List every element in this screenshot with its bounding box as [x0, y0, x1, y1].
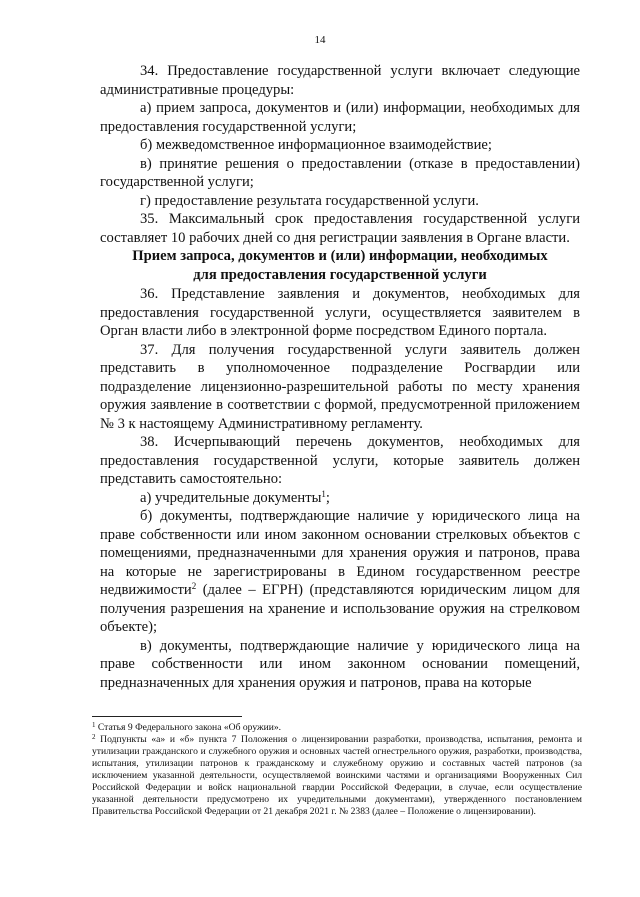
footnote-ref-2: 2 — [191, 581, 197, 591]
paragraph-34-a: а) прием запроса, документов и (или) информации, необходимых для предоставления государственной услуги; — [100, 100, 580, 135]
paragraph-38-a-end: ; — [325, 489, 330, 506]
paragraph-38-b-text-1: б) документы, подтверждающие наличие у юридического лица на праве собственности или ином законном основании стрелковых объектов с помещениями, предназначенными для хранения оружия и патронов, права на которые не зарегистрированы в Едином государственном реестре недвижимости — [100, 508, 580, 598]
paragraph-36: 36. Представление заявления и документов, необходимых для предоставления государственной услуги, осуществляется заявителем в Орган власти либо в электронной форме посредством Единого портала. — [100, 286, 580, 339]
footnote-2 — [92, 734, 582, 818]
footnote-separator — [92, 716, 242, 717]
paragraph-38-b-text-2: (далее – ЕГРН) (представляются юридическим лицом для получения разрешения на хранение и использование оружия на стрелковом объекте); — [100, 582, 580, 635]
document-body — [100, 62, 580, 692]
paragraph-37: 37. Для получения государственной услуги заявитель должен представить в уполномоченное подразделение Росгвардии или подразделение лицензионно-разрешительной работы по месту хранения оружия заявление в соответствии с формой, предусмотренной приложением № 3 к настоящему Административному регламенту. — [100, 341, 580, 432]
footnote-2-mark: 2 — [92, 733, 96, 741]
paragraph-34: 34. Предоставление государственной услуги включает следующие административные процедуры: — [100, 63, 580, 98]
paragraph-34-g: г) предоставление результата государственной услуги. — [140, 192, 479, 209]
footnote-2-text: Подпункты «а» и «б» пункта 7 Положения о лицензировании разработки, производства, испытания, ремонта и утилизации гражданского и служебного оружия и основных частей огнестрельного оружия, разработки, производства, испытания, утилизации патронов к гражданскому и служебному оружию и составных частей патронов (за исключением указанной деятельности, осуществляемой воинскими частями и организациями Вооруженных Сил Российской Федерации и войск национальной гвардии Российской Федерации, в случае, если осуществление указанной деятельности предусмотрено их учредительными документами), утвержденного постановлением Правительства Российской Федерации от 21 декабря 2021 г. № 2383 (далее – Положение о лицензировании). — [92, 734, 582, 817]
footnote-ref-1: 1 — [321, 488, 326, 499]
paragraph-38-b — [100, 507, 580, 637]
footnote-1-mark: 1 — [92, 721, 96, 729]
section-heading-line-1: Прием запроса, документов и (или) информации, необходимых — [132, 248, 548, 264]
footnotes — [92, 722, 582, 818]
footnote-1-text: Статья 9 Федерального закона «Об оружии». — [95, 722, 282, 733]
paragraph-38: 38. Исчерпывающий перечень документов, необходимых для предоставления государственной услуги, которые заявитель должен представить самостоятельно: — [100, 434, 580, 487]
paragraph-38-a-text: а) учредительные документы — [140, 489, 322, 506]
page-number: 14 — [314, 34, 326, 46]
section-heading-line-2: для предоставления государственной услуги — [193, 267, 487, 283]
section-heading — [100, 247, 580, 285]
paragraph-35: 35. Максимальный срок предоставления государственной услуги составляет 10 рабочих дней со дня регистрации заявления в Органе власти. — [100, 211, 580, 246]
paragraph-38-a — [100, 489, 580, 508]
footnote-1 — [92, 722, 582, 734]
paragraph-38-v: в) документы, подтверждающие наличие у юридического лица на праве собственности или ином законном основании помещений, предназначенных для хранения оружия и патронов, права на которые — [100, 637, 580, 691]
paragraph-34-b: б) межведомственное информационное взаимодействие; — [140, 137, 492, 153]
paragraph-34-v: в) принятие решения о предоставлении (отказе в предоставлении) государственной услуги; — [100, 155, 580, 190]
